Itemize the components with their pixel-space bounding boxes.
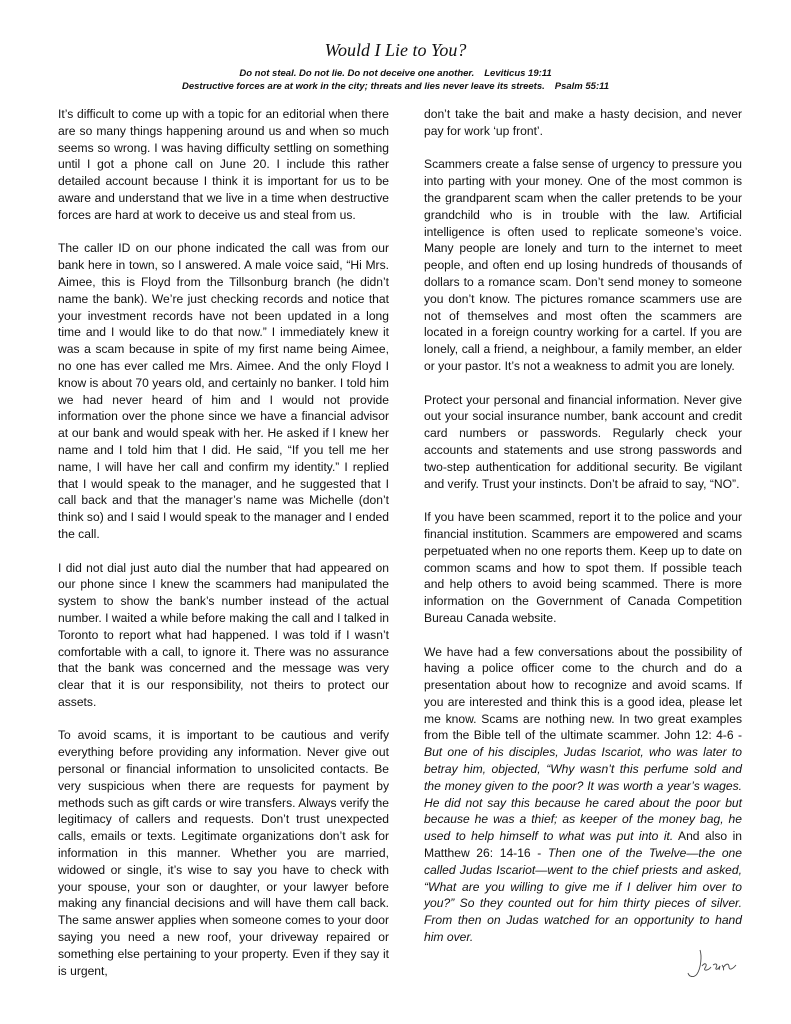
scripture-quote-matthew: Then one of the Twelve—the one called Judas Iscariot—went to the chief priests and asked, “What are you willing to give me if I deliver him over to you?” So they counted out for him thirty pieces of silver. From then on Judas watched for an opportunity to hand him over. (424, 846, 742, 945)
epigraph-ref-1: Leviticus 19:11 (484, 68, 552, 79)
epigraph-ref-2: Psalm 55:11 (554, 81, 609, 92)
paragraph: don’t take the bait and make a hasty decision, and never pay for work ‘up front’. (424, 107, 742, 138)
paragraph: I did not dial just auto dial the number that had appeared on our phone since I knew the scammers had manipulated the system to show the bank’s number instead of the actual number. I waited a while before making the call and I talked in Toronto to report what had happened. I was told if I wasn’t comfortable with a call, to ignore it. There was no assurance that the bank was concerned and the message was very clear that it is our responsibility, not theirs to protect our assets. (58, 560, 389, 709)
paragraph: To avoid scams, it is important to be cautious and verify everything before providing any information. Never give out personal or financial information to unsolicited contacts. Be very suspicious when there are requests for payment by methods such as gift cards or wire transfers. Always verify the legitimacy of callers and requests. Don’t trust unexpected calls, emails or texts. Legitimate organizations don’t ask for information in this manner. Whether you are married, widowed or single, it’s wise to say you have to check with your spouse, your son or daughter, or your lawyer before making any financial decisions and will have them call back. The same answer applies when someone comes to your door saying you need a new roof, your driveway repaired or something else pertaining to your property. Even if they say it is urgent, (58, 728, 389, 978)
paragraph: It’s difficult to come up with a topic for an editorial when there are so many things happening around us and when so much seems so wrong. I was having difficulty settling on something until I got a phone call on June 20. I include this rather detailed account because I think it is important for us to be aware and understand that we live in a time when destructive forces are hard at work to deceive us and steal from us. (58, 107, 389, 222)
scripture-quote-john: But one of his disciples, Judas Iscariot, who was later to betray him, objected, “Why wasn’t this perfume sold and the money given to the poor? It was worth a year’s wages. He did not say this because he cared about the poor but because he was a thief; as keeper of the money bag, he used to help himself to what was put into it. (424, 745, 742, 844)
signature-image (686, 946, 746, 980)
epigraph-line-1 (0, 67, 791, 80)
paragraph: Scammers create a false sense of urgency to pressure you into parting with your money. One of the most common is the grandparent scam when the caller pretends to be your grandchild who is in trouble with the law. Artificial intelligence is often used to replicate someone’s voice. Many people are lonely and turn to the internet to meet people, and often end up losing hundreds of thousands of dollars to a romance scam. Don’t send money to someone you don’t know. The pictures romance scammers use are not of themselves and most often the scammers are located in a foreign country working for a cartel. If you are lonely, call a friend, a neighbour, a family member, an elder or your pastor. It’s not a weakness to admit you are lonely. (424, 157, 742, 373)
paragraph-text: And also in Matthew 26: 14-16 - (424, 829, 742, 861)
right-column (424, 106, 742, 946)
paragraph: Protect your personal and financial information. Never give out your social insurance number, bank account and credit card numbers or passwords. Regularly check your accounts and statements and use strong passwords and two-step authentication for additional security. Be vigilant and verify. Trust your instincts. Don’t be afraid to say, “NO”. (424, 392, 742, 491)
paragraph: The caller ID on our phone indicated the call was from our bank here in town, so I answered. A male voice said, “Hi Mrs. Aimee, this is Floyd from the Tillsonburg branch (he didn’t name the bank). We’re just checking records and notice that your investment records have not been updated in a long time and I would like to do that now.” I immediately knew it was a scam because in spite of my first name being Aimee, no one has ever called me Mrs. Aimee. And the only Floyd I know is about 70 years old, and certainly no banker. I told him we had never heard of him and I would not provide information over the phone since we have a financial advisor at our bank and would speak with her. He asked if I knew her name and I told him that I did. He said, “If you tell me her name, I will have her call and confirm my identity.” I replied that I would speak to the manager, and he suggested that I call back and that the manager’s name was Michelle (don’t think so) and I said I would speak to the manager and I ended the call. (58, 241, 389, 541)
paragraph-text: We have had a few conversations about the possibility of having a police officer come to the church and do a presentation about how to recognize and avoid scams. If you are interested and think this is a good idea, please let me know. Scams are nothing new. In two great examples from the Bible tell of the ultimate scammer. John 12: 4-6 - (424, 644, 742, 743)
left-column (58, 106, 389, 979)
paragraph-scripture (424, 644, 742, 946)
page-header (0, 40, 791, 93)
epigraph-line-2 (0, 80, 791, 93)
page-title: Would I Lie to You? (324, 40, 467, 60)
paragraph: If you have been scammed, report it to the police and your financial institution. Scammers are empowered and scams perpetuated when no one reports them. Keep up to date on common scams and how to spot them. If possible teach and help others to avoid being scammed. There is more information on the Government of Canada Competition Bureau Canada website. (424, 510, 742, 625)
epigraph-text-1: Do not steal. Do not lie. Do not deceive one another. (239, 68, 475, 79)
epigraph-text-2: Destructive forces are at work in the city; threats and lies never leave its streets. (182, 81, 545, 92)
